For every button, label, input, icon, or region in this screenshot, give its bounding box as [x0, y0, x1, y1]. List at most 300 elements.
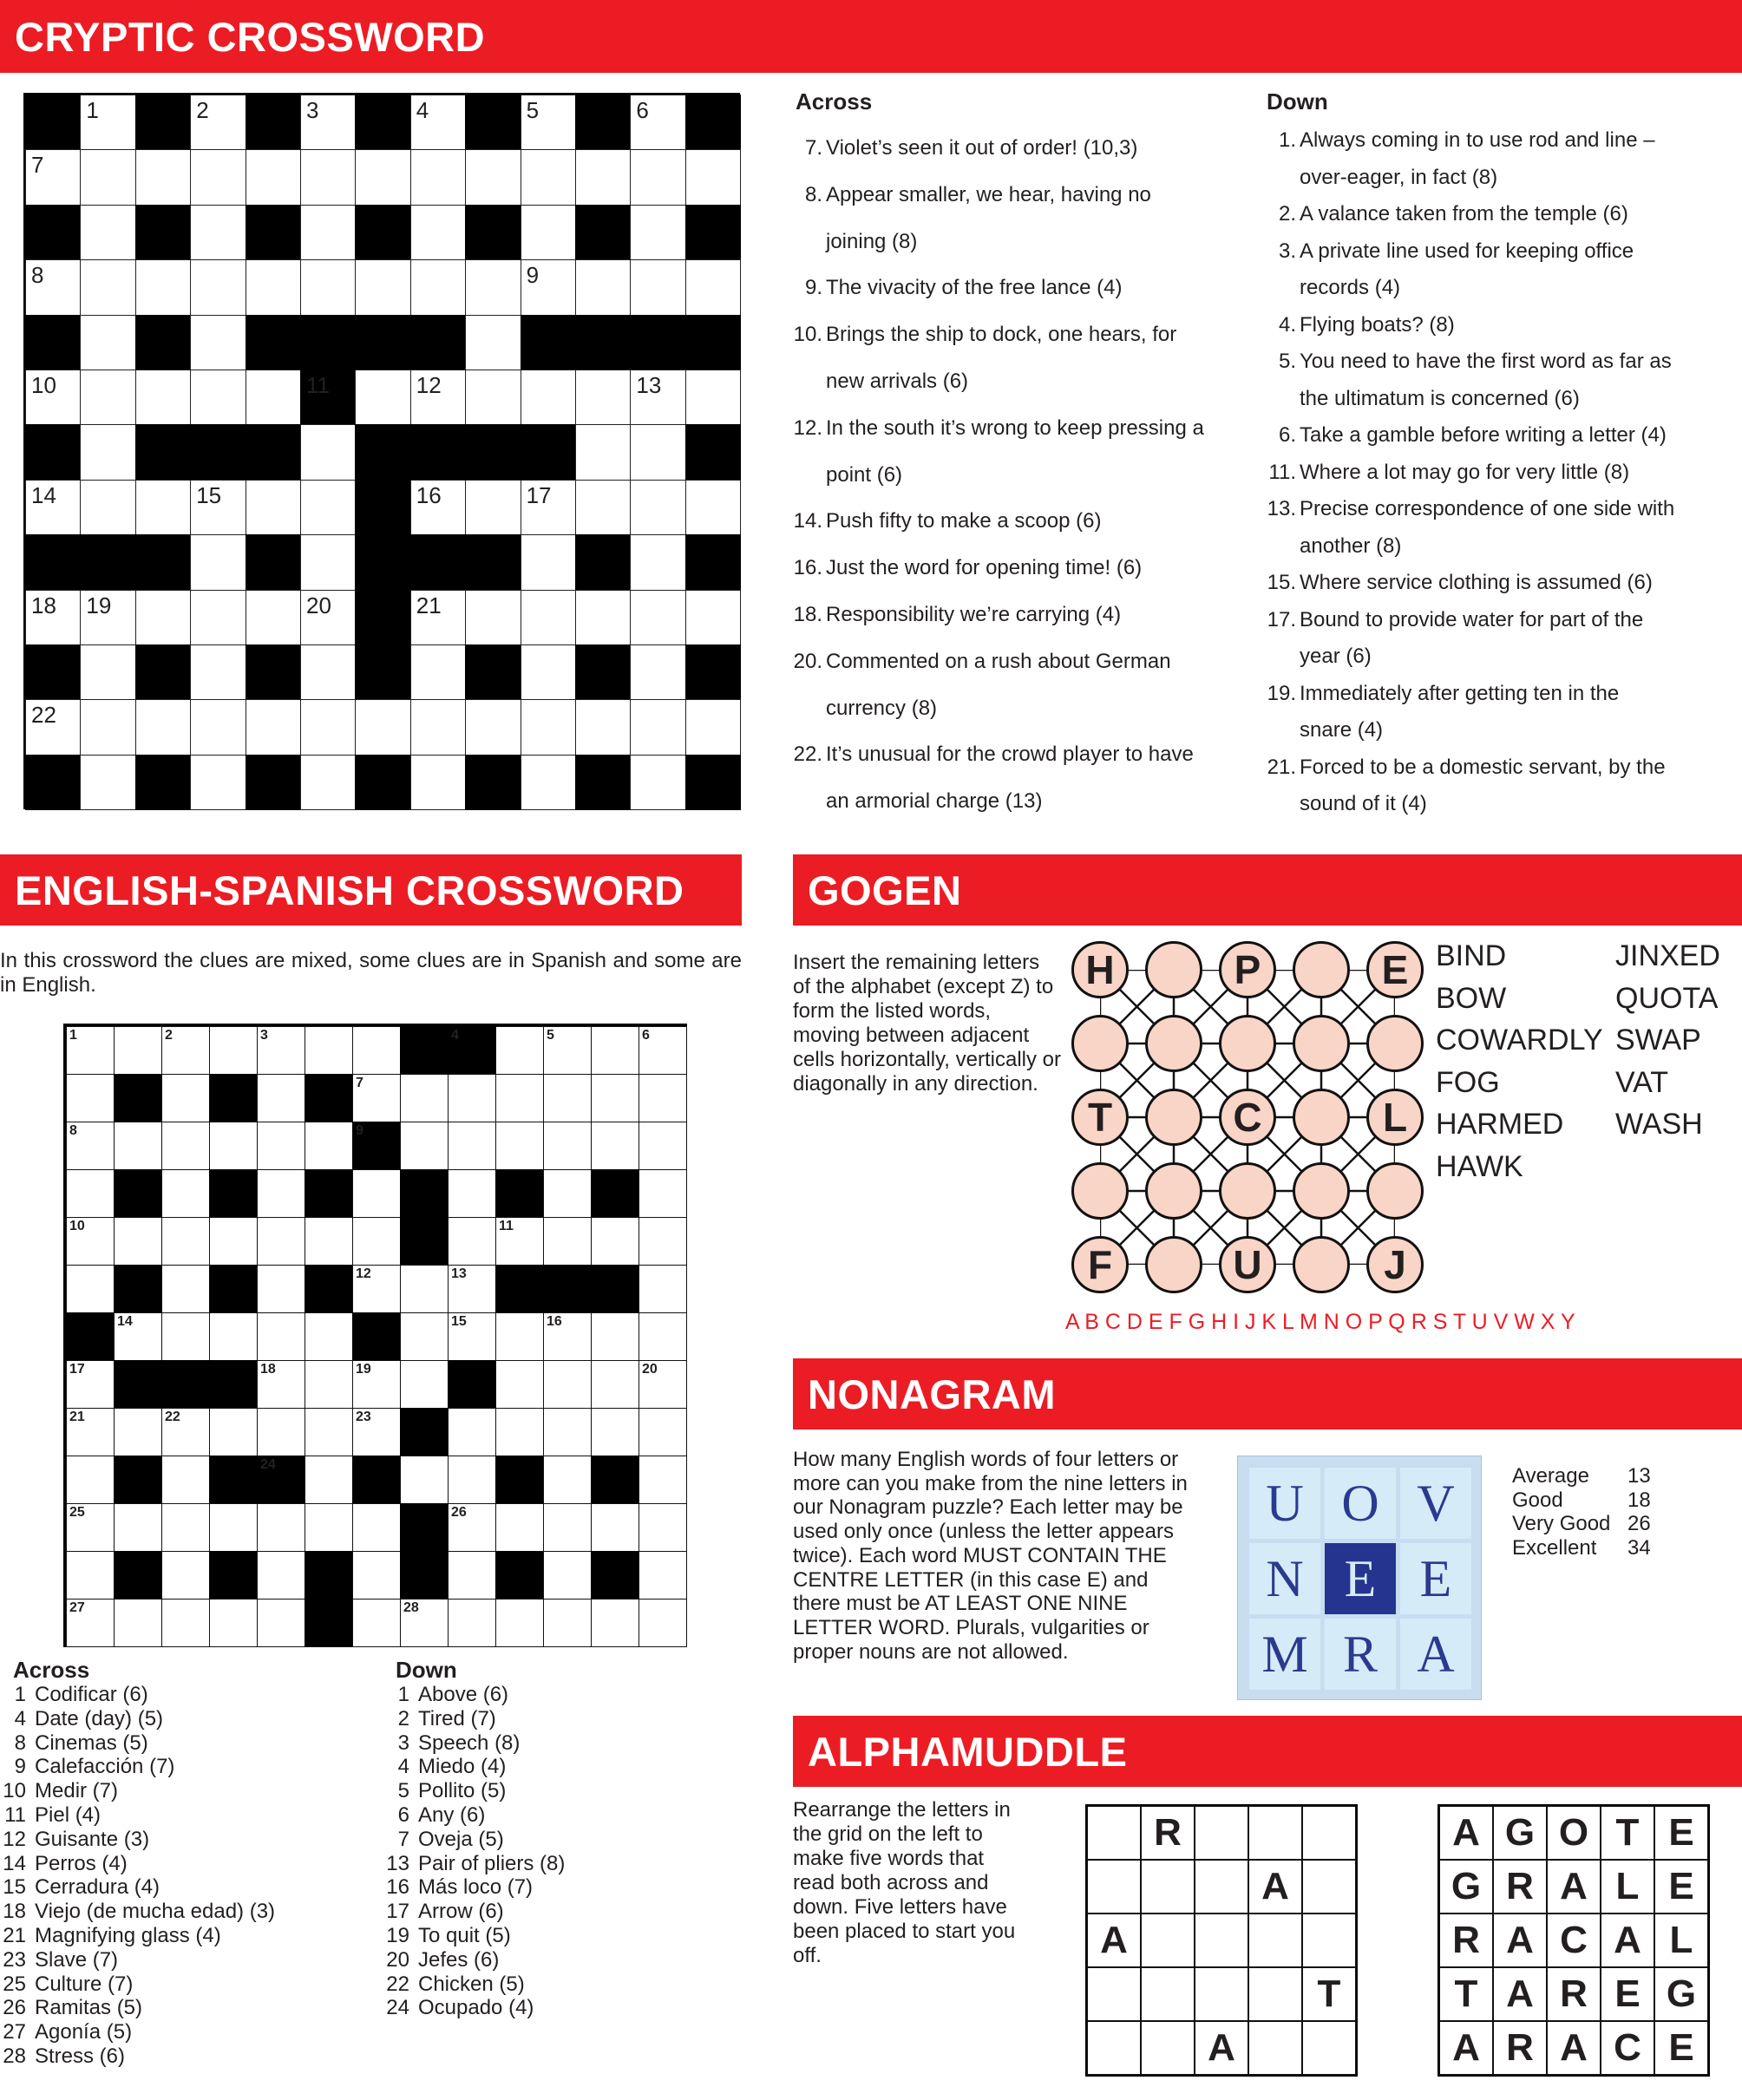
clue-number: 2 [397, 1706, 409, 1730]
alphamuddle-cell [1195, 1967, 1248, 2021]
crossword-cell [400, 1312, 449, 1361]
crossword-cell [639, 1217, 687, 1266]
crossword-cell [543, 1360, 592, 1409]
clue-number: 16 [547, 1314, 562, 1329]
black-square [114, 1074, 162, 1122]
clue-number: 2 [196, 97, 209, 123]
clue-item [0, 1707, 275, 1731]
clue-number: 14 [31, 481, 56, 508]
gogen-empty-circle [1219, 1015, 1276, 1072]
black-square [495, 1456, 544, 1504]
gogen-word: JINXED [1615, 939, 1720, 972]
crossword-cell [521, 149, 576, 205]
clue-text: The vivacity of the free lance (4) [826, 276, 1123, 300]
clue-number: 13 [636, 372, 662, 398]
black-square [400, 1217, 449, 1266]
cryptic-crossword-banner [0, 0, 1742, 73]
alphamuddle-cell [1087, 2021, 1141, 2075]
alphamuddle-cell [1302, 2021, 1356, 2075]
clue-text: Pollito (5) [418, 1779, 507, 1803]
crossword-cell [685, 149, 741, 205]
crossword-cell [209, 1599, 258, 1647]
black-square [685, 644, 741, 700]
nonagram-letter: E [1400, 1543, 1471, 1614]
gogen-letter-circle: J [1366, 1236, 1424, 1293]
crossword-cell [257, 1312, 305, 1361]
clue-number: 22. [793, 743, 822, 767]
alphamuddle-cell: G [1654, 1967, 1708, 2021]
clue-number: 3. [1278, 239, 1296, 263]
crossword-cell [161, 1169, 210, 1218]
crossword-cell [630, 590, 685, 645]
gogen-word: COWARDLY [1436, 1024, 1603, 1057]
black-square [355, 315, 410, 370]
alphamuddle-cell: A [1195, 2021, 1248, 2075]
crossword-cell [639, 1456, 687, 1504]
black-square [135, 95, 191, 150]
crossword-cell [639, 1122, 687, 1170]
clue-text: Oveja (5) [418, 1827, 504, 1851]
nonagram-letter: U [1249, 1468, 1320, 1539]
crossword-cell [400, 1456, 449, 1504]
clue-number: 9 [356, 1123, 363, 1138]
black-square [25, 315, 81, 370]
crossword-cell [80, 205, 135, 260]
clue-text: Where a lot may go for very little (8) [1300, 460, 1630, 484]
alphamuddle-cell: A [1601, 1914, 1654, 1967]
clue-text: A valance taken from the temple (6) [1300, 202, 1628, 226]
crossword-cell [190, 205, 246, 260]
crossword-cell [352, 1169, 401, 1218]
crossword-cell [190, 370, 246, 425]
gogen-empty-circle [1293, 941, 1350, 998]
score-value: 13 [1627, 1464, 1651, 1488]
clue-text: Above (6) [418, 1683, 509, 1706]
clue-number: 1 [397, 1683, 409, 1706]
black-square [448, 1360, 496, 1409]
black-square [575, 755, 631, 810]
crossword-cell [161, 1503, 210, 1552]
cryptic-crossword-grid [23, 93, 740, 809]
crossword-cell [465, 315, 521, 370]
black-square [465, 95, 521, 150]
black-square [355, 644, 410, 700]
crossword-cell [465, 370, 521, 425]
clue-item [0, 1731, 275, 1756]
clue-number: 14 [3, 1851, 26, 1875]
black-square [25, 534, 81, 590]
alphamuddle-cell [1141, 1967, 1195, 2021]
alphamuddle-banner [793, 1716, 1742, 1787]
gogen-word: BIND [1436, 939, 1507, 972]
crossword-cell [575, 149, 631, 205]
crossword-cell [543, 1408, 592, 1456]
clue-text: Calefacción (7) [35, 1755, 175, 1779]
crossword-cell [80, 480, 135, 535]
gogen-letter-circle: T [1071, 1089, 1129, 1146]
crossword-cell [209, 1408, 258, 1456]
crossword-cell [465, 699, 521, 755]
clue-number: 5 [397, 1779, 409, 1803]
english-spanish-intro: In this crossword the clues are mixed, some clues are in Spanish and some are in English. [0, 949, 742, 997]
clue-number: 19 [386, 1923, 409, 1947]
black-square [209, 1360, 258, 1409]
crossword-cell [591, 1074, 639, 1122]
crossword-cell [495, 1312, 544, 1361]
clue-text: Just the word for opening time! (6) [826, 556, 1143, 580]
gogen-word: HAWK [1436, 1149, 1523, 1183]
clue-number: 6 [636, 97, 649, 123]
crossword-cell [80, 259, 135, 315]
clue-text: Commented on a rush about German [826, 649, 1171, 673]
clue-text: Ocupado (4) [418, 1996, 534, 2020]
crossword-cell [495, 1599, 544, 1647]
crossword-cell [400, 1360, 449, 1409]
black-square [246, 95, 301, 150]
crossword-cell [630, 644, 685, 700]
crossword-cell [257, 1217, 305, 1266]
clue-number: 24 [386, 1996, 409, 2020]
clue-number: 5. [1278, 350, 1296, 373]
nonagram-title: NONAGRAM [808, 1371, 1056, 1417]
alphamuddle-cell [1141, 1860, 1195, 1914]
crossword-cell [135, 259, 191, 315]
gogen-letter-circle: U [1219, 1236, 1276, 1293]
black-square [135, 644, 191, 700]
gogen-letter-circle: H [1071, 941, 1129, 998]
crossword-cell [591, 1312, 639, 1361]
crossword-cell [352, 1026, 401, 1075]
clue-text: Cinemas (5) [35, 1730, 148, 1755]
clue-number: 21 [69, 1410, 85, 1424]
clue-number: 22 [31, 702, 56, 729]
crossword-cell [209, 1217, 258, 1266]
crossword-cell [80, 149, 135, 205]
clue-text: It’s unusual for the crowd player to have [826, 743, 1194, 767]
black-square [465, 534, 521, 590]
clue-number: 17 [526, 481, 552, 508]
crossword-cell [246, 699, 301, 755]
black-square [355, 95, 410, 150]
crossword-cell [543, 1217, 592, 1266]
crossword-cell [543, 1599, 592, 1647]
black-square [300, 315, 356, 370]
black-square [400, 1503, 449, 1552]
nonagram-instructions: How many English words of four letters or more can you make from the nine letters in our Nonagram puzzle? Each letter may be used only once (unless the letter appears twice). Each word MUST CONTAIN THE CENTRE LETTER (in this case E) and there must be AT LEAST ONE NINE LETTER WORD. Plurals, vulgarities or proper nouns are not allowed. [793, 1448, 1188, 1664]
clue-number: 7. [804, 136, 822, 160]
nonagram-letter: R [1325, 1619, 1396, 1690]
clue-item [0, 2020, 275, 2044]
black-square [190, 424, 246, 480]
clue-item [383, 1803, 565, 1828]
crossword-cell [80, 644, 135, 700]
clue-number: 17 [386, 1900, 409, 1924]
cryptic-across-heading: Across [796, 88, 873, 114]
crossword-cell [639, 1551, 687, 1600]
clue-item [0, 2044, 275, 2069]
crossword-cell [685, 480, 741, 535]
black-square [575, 205, 631, 260]
clue-number: 19 [86, 592, 112, 618]
alphamuddle-cell: A [1493, 1914, 1547, 1967]
clue-number: 11. [1268, 460, 1296, 484]
crossword-cell [80, 699, 135, 755]
crossword-cell [352, 1551, 401, 1600]
clue-item [383, 1731, 565, 1756]
black-square [355, 534, 410, 590]
alphamuddle-cell: R [1493, 2021, 1547, 2075]
crossword-cell [300, 755, 356, 810]
crossword-cell [521, 644, 576, 700]
crossword-cell [209, 1503, 258, 1552]
black-square [80, 534, 135, 590]
clue-text: Viejo (de mucha edad) (3) [35, 1900, 276, 1924]
alphamuddle-cell [1248, 1806, 1302, 1860]
gogen-empty-circle [1145, 941, 1202, 998]
clue-text: Agonía (5) [35, 2020, 133, 2044]
score-row [1512, 1488, 1651, 1513]
crossword-cell [352, 1599, 401, 1647]
clue-text: Responsibility we’re carrying (4) [826, 603, 1122, 626]
clue-text: Miedo (4) [418, 1755, 507, 1779]
black-square [246, 315, 301, 370]
crossword-cell [161, 1456, 210, 1504]
clue-text: Medir (7) [35, 1779, 119, 1803]
crossword-cell [66, 1169, 115, 1218]
black-square [521, 315, 576, 370]
black-square [575, 534, 631, 590]
clue-number: 11 [4, 1802, 26, 1827]
crossword-cell [300, 534, 356, 590]
gogen-empty-circle [1293, 1015, 1350, 1072]
clue-text: Magnifying glass (4) [35, 1923, 221, 1947]
crossword-cell [495, 1026, 544, 1075]
clue-number: 4. [1278, 312, 1296, 337]
score-value: 34 [1627, 1535, 1651, 1560]
alphamuddle-cell: O [1547, 1806, 1601, 1860]
black-square [305, 1551, 353, 1600]
score-row [1512, 1464, 1651, 1488]
clue-text: Tired (7) [418, 1706, 496, 1730]
clue-text: Forced to be a domestic servant, by the [1300, 755, 1666, 779]
crossword-cell [410, 644, 466, 700]
clue-number: 1 [86, 97, 99, 123]
black-square [209, 1169, 258, 1218]
clue-item [383, 1972, 565, 1997]
crossword-cell [495, 1074, 544, 1122]
clue-text: Culture (7) [35, 1972, 134, 1996]
crossword-cell [639, 1265, 687, 1313]
nonagram-letter: O [1325, 1468, 1396, 1539]
black-square [305, 1074, 353, 1122]
crossword-cell [114, 1217, 162, 1266]
crossword-cell [190, 699, 246, 755]
clue-text: the ultimatum is concerned (6) [1300, 386, 1580, 410]
crossword-cell [355, 370, 410, 425]
crossword-cell [305, 1503, 353, 1552]
clue-number: 10 [3, 1779, 26, 1803]
crossword-cell [246, 259, 301, 315]
crossword-cell [630, 149, 685, 205]
alphamuddle-cell: A [1248, 1860, 1302, 1914]
clue-number: 22 [386, 1972, 409, 1996]
alphamuddle-title: ALPHAMUDDLE [808, 1728, 1128, 1775]
clue-number: 12 [3, 1827, 26, 1851]
clue-number: 1. [1278, 128, 1296, 152]
black-square [575, 95, 631, 150]
black-square [135, 534, 191, 590]
crossword-cell [495, 1408, 544, 1456]
clue-text: currency (8) [826, 696, 938, 720]
clue-number: 2 [165, 1028, 173, 1043]
nonagram-letter: A [1400, 1619, 1471, 1690]
crossword-cell [300, 259, 356, 315]
clue-item [383, 1852, 565, 1876]
crossword-cell [639, 1169, 687, 1218]
clue-number: 12 [416, 372, 442, 398]
english-spanish-crossword-banner [0, 854, 742, 926]
gogen-empty-circle [1145, 1236, 1202, 1293]
crossword-cell [630, 480, 685, 535]
clue-number: 8 [69, 1123, 77, 1138]
gogen-letter-circle: L [1366, 1089, 1424, 1146]
crossword-cell [639, 1503, 687, 1552]
alphamuddle-cell: A [1547, 1860, 1601, 1914]
clue-number: 27 [69, 1600, 85, 1615]
crossword-cell [400, 1122, 449, 1170]
clue-text: Take a gamble before writing a letter (4) [1300, 423, 1667, 447]
crossword-cell [521, 755, 576, 810]
clue-text: Cerradura (4) [35, 1875, 160, 1900]
gogen-word: QUOTA [1615, 981, 1719, 1015]
crossword-cell [630, 699, 685, 755]
clue-number: 18 [31, 592, 56, 618]
black-square [246, 755, 301, 810]
alphamuddle-cell [1248, 1967, 1302, 2021]
crossword-cell [135, 699, 191, 755]
crossword-cell [352, 1503, 401, 1552]
clue-number: 26 [3, 1996, 26, 2020]
clue-number: 21 [416, 592, 442, 618]
clue-text: Speech (8) [418, 1730, 521, 1755]
alphamuddle-cell: E [1654, 1860, 1708, 1914]
crossword-cell [246, 480, 301, 535]
alphamuddle-cell: T [1302, 1967, 1356, 2021]
crossword-cell [190, 644, 246, 700]
spanish-down-clues [383, 1683, 565, 2020]
crossword-cell [575, 370, 631, 425]
clue-text: In the south it’s wrong to keep pressing a [826, 415, 1204, 440]
crossword-cell [300, 699, 356, 755]
black-square [246, 205, 301, 260]
crossword-cell [209, 1312, 258, 1361]
crossword-cell [355, 149, 410, 205]
cryptic-crossword-title: CRYPTIC CROSSWORD [15, 13, 486, 60]
alphamuddle-cell: E [1654, 1806, 1708, 1860]
clue-number: 28 [3, 2044, 26, 2068]
black-square [352, 1456, 401, 1504]
clue-text: Ramitas (5) [35, 1996, 143, 2020]
crossword-cell [543, 1456, 592, 1504]
clue-number: 16 [386, 1875, 409, 1900]
clue-number: 13 [451, 1266, 467, 1281]
black-square [209, 1551, 258, 1600]
crossword-cell [80, 315, 135, 370]
score-label: Very Good [1512, 1512, 1611, 1535]
crossword-cell [521, 699, 576, 755]
score-value: 18 [1627, 1488, 1651, 1512]
black-square [465, 644, 521, 700]
clue-number: 24 [260, 1457, 276, 1472]
clue-number: 26 [451, 1505, 467, 1520]
clue-number: 19. [1267, 681, 1296, 705]
alphamuddle-cell: L [1654, 1914, 1708, 1967]
clue-number: 14 [117, 1314, 133, 1329]
clue-text: To quit (5) [418, 1923, 511, 1947]
clue-number: 6. [1278, 423, 1296, 447]
crossword-cell [630, 755, 685, 810]
clue-text: Bound to provide water for part of the [1300, 607, 1644, 631]
alphamuddle-instructions: Rearrange the letters in the grid on the left to make five words that read both across and down. Five letters have been placed to start you off. [793, 1798, 1016, 1967]
alphamuddle-cell: C [1601, 2021, 1654, 2075]
spanish-across-heading: Across [13, 1657, 90, 1683]
crossword-cell [410, 259, 466, 315]
black-square [114, 1265, 162, 1313]
crossword-cell [448, 1074, 496, 1122]
gogen-alphabet: A B C D E F G H I J K L M N O P Q R S T U V W X Y [1065, 1310, 1575, 1334]
black-square [135, 205, 191, 260]
clue-text: Immediately after getting ten in the [1300, 681, 1620, 705]
crossword-cell [630, 205, 685, 260]
crossword-cell [305, 1026, 353, 1075]
clue-text: Arrow (6) [418, 1900, 504, 1924]
black-square [495, 1169, 544, 1218]
crossword-cell [161, 1265, 210, 1313]
crossword-cell [685, 370, 741, 425]
nonagram-centre-letter: E [1325, 1543, 1396, 1614]
crossword-cell [66, 1074, 115, 1122]
crossword-cell [161, 1551, 210, 1600]
crossword-cell [135, 480, 191, 535]
clue-text: Always coming in to use rod and line – [1300, 128, 1655, 152]
gogen-letter-circle: P [1219, 941, 1276, 998]
crossword-cell [639, 1599, 687, 1647]
clue-number: 21 [3, 1923, 26, 1947]
crossword-cell [355, 699, 410, 755]
clue-item [0, 1828, 275, 1852]
clue-number: 23 [3, 1947, 26, 1972]
crossword-cell [575, 424, 631, 480]
clue-text: Codificar (6) [35, 1683, 148, 1706]
alphamuddle-cell: R [1493, 1860, 1547, 1914]
clue-text: Violet’s seen it out of order! (10,3) [826, 136, 1138, 160]
crossword-cell [161, 1074, 210, 1122]
alphamuddle-cell [1141, 1914, 1195, 1967]
crossword-cell [465, 590, 521, 645]
clue-number: 10. [793, 323, 822, 347]
clue-number: 17. [1267, 607, 1296, 631]
alphamuddle-cell [1302, 1914, 1356, 1967]
clue-text: Push fifty to make a scoop (6) [826, 509, 1102, 533]
score-label: Excellent [1512, 1535, 1597, 1560]
black-square [25, 424, 81, 480]
crossword-cell [410, 699, 466, 755]
clue-item [383, 1755, 565, 1779]
crossword-cell [257, 1503, 305, 1552]
clue-text: sound of it (4) [1300, 792, 1427, 815]
crossword-cell [575, 259, 631, 315]
crossword-cell [495, 1360, 544, 1409]
